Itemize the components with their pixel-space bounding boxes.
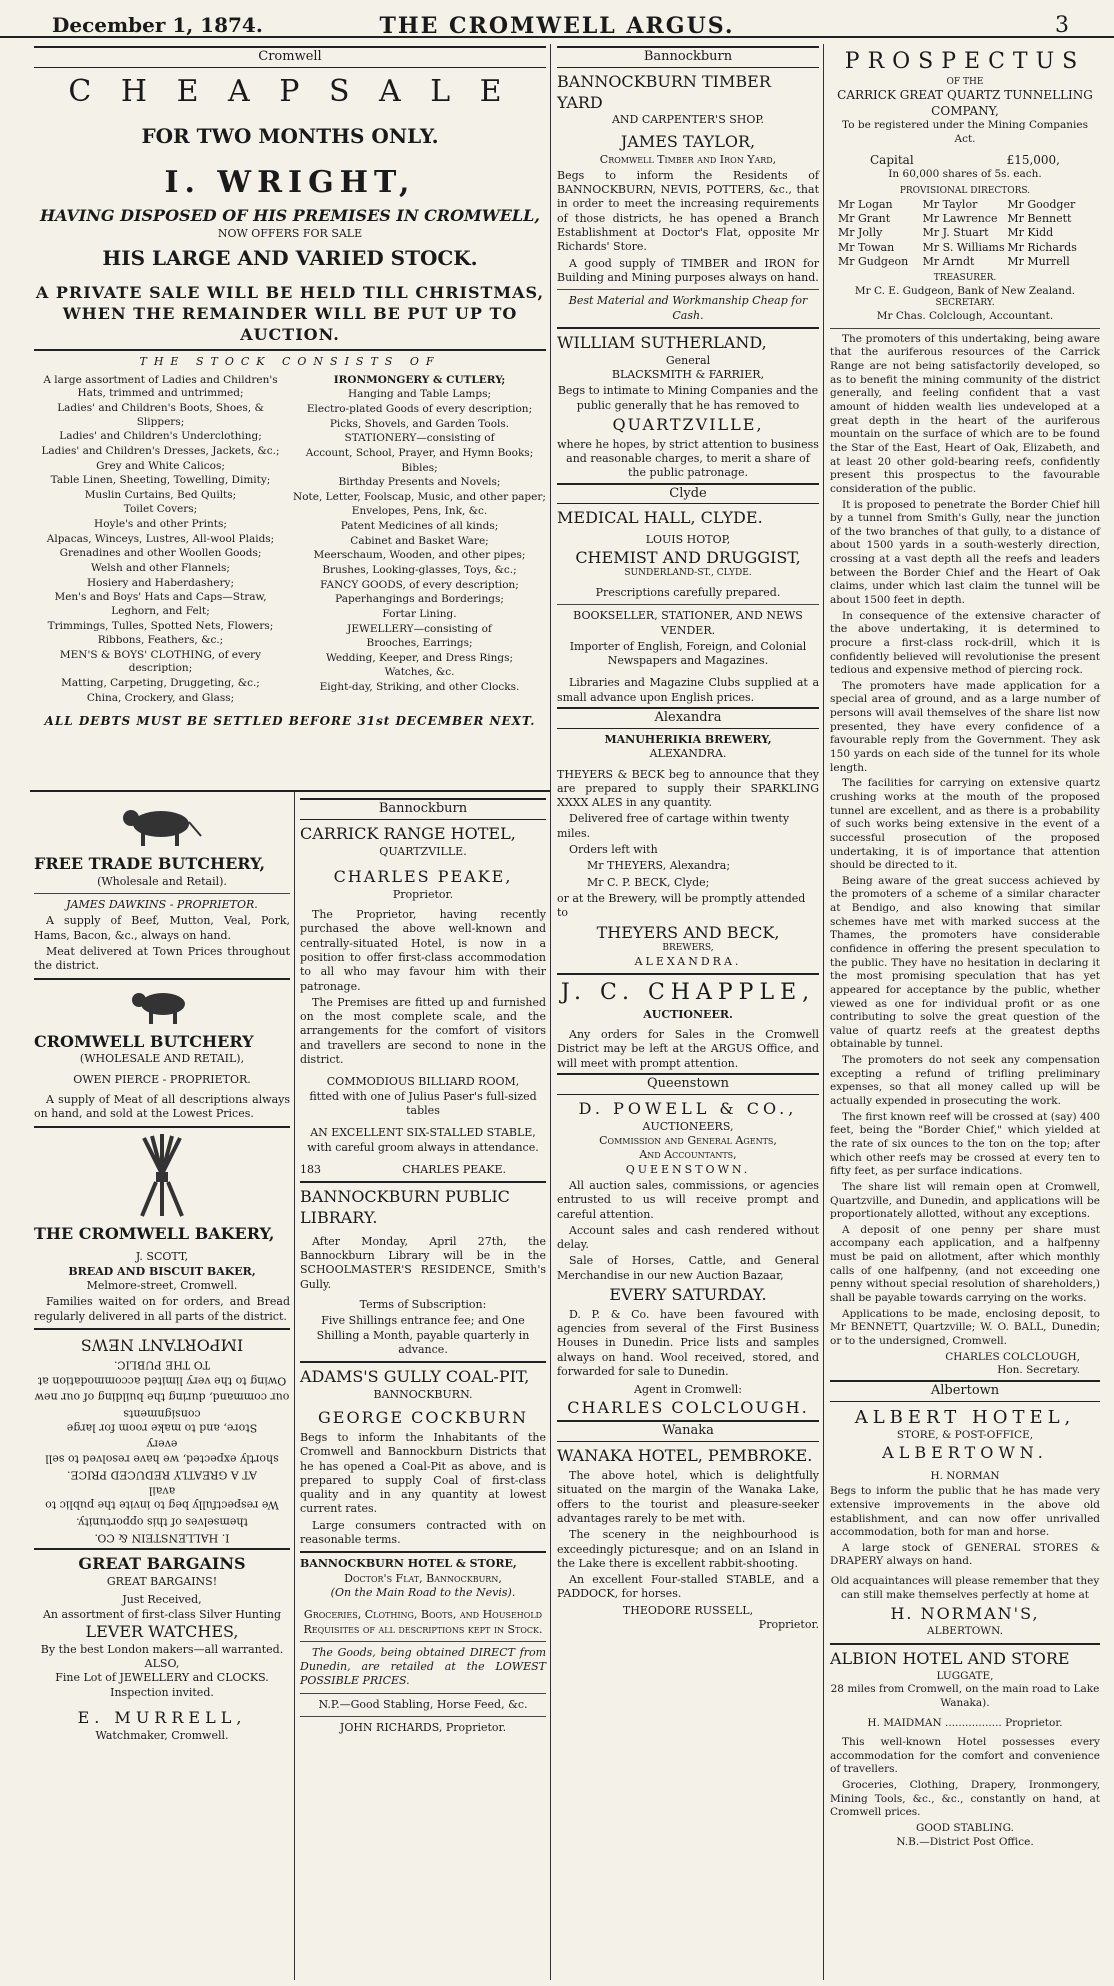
stock-item: Table Linen, Sheeting, Towelling, Dimity; bbox=[50, 474, 271, 487]
masthead bbox=[0, 0, 1114, 38]
stock-heading: THE STOCK CONSISTS OF bbox=[139, 355, 441, 369]
theyers-text: THEYERS & BECK beg to announce that they are prepared to supply their SPARKLING XXXX ALES in any quantity. bbox=[557, 767, 819, 810]
having-disposed: HAVING DISPOSED OF HIS PREMISES IN CROMWELL, bbox=[40, 205, 540, 225]
alexandra-label-2: ALEXANDRA. bbox=[634, 955, 742, 968]
carrick-hotel: CARRICK RANGE HOTEL, bbox=[300, 823, 516, 843]
divider bbox=[300, 1361, 546, 1363]
proprietor-label: Proprietor. bbox=[392, 887, 454, 901]
divider bbox=[557, 289, 819, 290]
director: Mr Arndt bbox=[922, 254, 975, 268]
richards-proprietor: JOHN RICHARDS, Proprietor. bbox=[339, 1721, 507, 1735]
cheap-sale-heading: C H E A P S A L E bbox=[68, 73, 512, 109]
director: Mr Murrell bbox=[1007, 254, 1070, 268]
divider bbox=[300, 1693, 546, 1694]
stock-item: IRONMONGERY & CUTLERY; bbox=[333, 373, 506, 386]
signature: CHARLES COLCLOUGH, bbox=[945, 1350, 1080, 1363]
ad-number: 183 bbox=[300, 1162, 321, 1176]
director: Mr Goodger bbox=[1007, 197, 1076, 211]
albion-text-1: This well-known Hotel possesses every accommodation for the comfort and convenience of travellers. bbox=[830, 1736, 1100, 1776]
importer-text: Importer of English, Foreign, and Colonial Newspapers and Magazines. bbox=[569, 639, 807, 668]
free-trade-butchery: FREE TRADE BUTCHERY, bbox=[34, 854, 266, 873]
accountants-label: And Accountants, bbox=[639, 1148, 737, 1162]
divider bbox=[34, 1548, 290, 1550]
normans-label: H. NORMAN'S, bbox=[890, 1604, 1040, 1624]
registered-text: To be registered under the Mining Companies Act. bbox=[842, 119, 1088, 146]
bull-icon bbox=[34, 802, 290, 848]
stock-item: Note, Letter, Foolscap, Music, and other paper; bbox=[293, 490, 546, 503]
stock-item: Welsh and other Flannels; bbox=[91, 562, 230, 574]
stock-list-left bbox=[34, 373, 287, 707]
hotop-name: LOUIS HOTOP, bbox=[645, 533, 731, 547]
treasurer-heading: TREASURER. bbox=[933, 273, 997, 284]
director: Mr S. Williams bbox=[922, 240, 1005, 254]
column-rule bbox=[823, 44, 824, 1980]
section-heading: Alexandra bbox=[557, 707, 819, 729]
also-text: ALSO, bbox=[144, 1656, 180, 1670]
order-location: Mr THEYERS, Alexandra; bbox=[587, 859, 731, 873]
quartzville-label: QUARTZVILLE, bbox=[612, 414, 764, 434]
divider bbox=[34, 893, 290, 894]
lever-watches: LEVER WATCHES, bbox=[85, 1621, 239, 1641]
alexandra-label: ALEXANDRA. bbox=[649, 747, 727, 761]
stock-item: Fortar Lining. bbox=[382, 607, 457, 620]
secretary-heading: SECRETARY. bbox=[935, 298, 995, 309]
stock-item: Hosiery and Haberdashery; bbox=[86, 576, 234, 589]
inverted-line: shortly expected, we have resolved to sell every bbox=[45, 1437, 279, 1465]
sutherland-text-2: where he hopes, by strict attention to business and reasonable charges, to merit a share of the public patronage. bbox=[557, 437, 819, 480]
page-number: 3 bbox=[1055, 13, 1069, 38]
agent-label: Agent in Cromwell: bbox=[634, 1383, 742, 1397]
section-heading: Clyde bbox=[557, 483, 819, 505]
stock-list-right bbox=[293, 373, 546, 707]
prospectus-heading: PROSPECTUS bbox=[844, 49, 1086, 74]
director: Mr Logan bbox=[838, 197, 893, 211]
debts-notice: ALL DEBTS MUST BE SETTLED BEFORE 31st DECEMBER NEXT. bbox=[44, 714, 536, 729]
director: Mr Bennett bbox=[1007, 211, 1072, 225]
auctioneer-label: AUCTIONEER. bbox=[643, 1007, 733, 1021]
divider bbox=[34, 349, 546, 351]
goods-text: The Goods, being obtained DIRECT from Dunedin, are retailed at the LOWEST POSSIBLE PRICES. bbox=[300, 1645, 546, 1688]
stock-item: Toilet Covers; bbox=[123, 503, 198, 516]
consumers-text: Large consumers contracted with on reasonable terms. bbox=[300, 1518, 546, 1547]
divider bbox=[557, 604, 819, 605]
column-cromwell-sale bbox=[30, 44, 550, 792]
stock-list bbox=[34, 373, 546, 707]
wanaka-hotel: WANAKA HOTEL, PEMBROKE. bbox=[557, 1446, 813, 1466]
sutherland-name: WILLIAM SUTHERLAND, bbox=[557, 332, 767, 352]
stock-item: Wedding, Keeper, and Dress Rings; bbox=[325, 651, 514, 664]
powell-text-2: Account sales and cash rendered without delay. bbox=[557, 1223, 819, 1252]
pierce-proprietor: OWEN PIERCE - PROPRIETOR. bbox=[73, 1072, 251, 1086]
divider bbox=[300, 1181, 546, 1183]
orders-label: Orders left with bbox=[569, 843, 658, 857]
stock-item: Ribbons, Feathers, &c.; bbox=[97, 634, 224, 647]
prospectus-para: The promoters do not seek any compensation excepting a refund of trifling preliminary expenses, so that all money called up will be actually expended in prosecuting the work. bbox=[830, 1054, 1100, 1108]
stock-item: Account, School, Prayer, and Hymn Books; bbox=[305, 446, 534, 459]
best-material: Best Material and Workmanship Cheap for Cash. bbox=[568, 294, 808, 322]
cockburn-name: GEORGE COCKBURN bbox=[317, 1408, 528, 1428]
large-stock: HIS LARGE AND VARIED STOCK. bbox=[102, 245, 478, 270]
delivery-text: Delivered free of cartage within twenty miles. bbox=[557, 812, 790, 840]
prospectus-para: In consequence of the extensive character of the above undertaking, it is determined to procure a first-class rock-drill, which it is confidently believed will revolutionise the present tedious and expensive method of piercing rock. bbox=[830, 609, 1100, 677]
prospectus-para: The promoters of this undertaking, being aware that the auriferous resources of the Carrick Range are not being satisfactorily developed, so as to benefit the mining community of the district generally, and feeling confident that a vast amount of hidden wealth lies undeveloped at a great depth in the heart of the auriferous mountain on the surface of which are to be found the Star of the East, Heart of Oak, Elizabeth, and at least 20 other gold-bearing reefs, confidently present this prospectus to the favourable consideration of the public. bbox=[830, 332, 1100, 495]
issue-date: December 1, 1874. bbox=[52, 13, 263, 37]
albert-hotel: ALBERT HOTEL, bbox=[854, 1406, 1076, 1428]
director: Mr Jolly bbox=[838, 226, 883, 240]
albert-text-2: A large stock of GENERAL STORES & DRAPERY always on hand. bbox=[830, 1541, 1100, 1568]
taylor-name: JAMES TAYLOR, bbox=[620, 131, 756, 151]
watchmaker-text: Watchmaker, Cromwell. bbox=[95, 1728, 229, 1742]
stabling-text: N.P.—Good Stabling, Horse Feed, &c. bbox=[318, 1697, 528, 1711]
dawkins-proprietor: JAMES DAWKINS - PROPRIETOR. bbox=[66, 898, 258, 912]
chapple-text: Any orders for Sales in the Cromwell District may be left at the ARGUS Office, and will meet with prompt attention. bbox=[557, 1028, 819, 1070]
stock-item: Alpacas, Winceys, Lustres, All-wool Plaids; bbox=[46, 532, 275, 545]
library-fees: Five Shillings entrance fee; and One Shilling a Month, payable quarterly in advance. bbox=[316, 1314, 530, 1356]
chemist-label: CHEMIST AND DRUGGIST, bbox=[575, 547, 801, 567]
post-office-note: N.B.—District Post Office. bbox=[896, 1835, 1034, 1848]
scott-name: J. SCOTT, bbox=[135, 1250, 189, 1264]
director: Mr Richards bbox=[1007, 240, 1077, 254]
prospectus-para: The promoters have made application for a special area of ground, and as a large number of persons will avail themselves of the share list now presented, they have every confidence of a favourable reply from the Government. They ask 150 yards on each side of the tunnel for its whole length. bbox=[830, 679, 1100, 774]
prospectus-para: A deposit of one penny per share must accompany each application, and a halfpenny must be paid on allotment, after which monthly calls of one halfpenny, (and not exceeding one penny without special resolution of shareholders,) shall be payable towards carrying on the works. bbox=[830, 1223, 1100, 1305]
section-heading: Cromwell bbox=[34, 46, 546, 68]
director: Mr Taylor bbox=[922, 197, 978, 211]
section-heading: Wanaka bbox=[557, 1420, 819, 1442]
capital-value: £15,000, bbox=[1006, 152, 1060, 167]
of-the: OF THE bbox=[946, 76, 984, 87]
stock-item: JEWELLERY—consisting of bbox=[347, 622, 492, 635]
tables-text: fitted with one of Julius Paser's full-sized tables bbox=[309, 1089, 537, 1117]
inspection-invited: Inspection invited. bbox=[110, 1685, 214, 1699]
albertown-label: ALBERTOWN. bbox=[882, 1442, 1048, 1462]
timber-text: Begs to inform the Residents of BANNOCKBURN, NEVIS, POTTERS, &c., that in order to meet the increasing requirements of those districts, he has opened a Branch Establishment at Doctor's Flat, opposite Mr Richards' Store. bbox=[557, 168, 819, 254]
quartzville: QUARTZVILLE. bbox=[379, 844, 467, 858]
signoff bbox=[300, 1163, 546, 1177]
meat-delivered-text: Meat delivered at Town Prices throughout the district. bbox=[34, 944, 290, 973]
column-bannockburn-clyde bbox=[553, 44, 823, 1980]
doctors-flat: Doctor's Flat, Bannockburn, bbox=[344, 1571, 502, 1585]
section-heading: Albertown bbox=[830, 1380, 1100, 1402]
section-heading: Bannockburn bbox=[557, 46, 819, 68]
stock-item: Hanging and Table Lamps; bbox=[347, 388, 492, 401]
powell-text-1: All auction sales, commissions, or agencies entrusted to us will receive prompt and careful attention. bbox=[557, 1178, 819, 1221]
private-sale: A PRIVATE SALE WILL BE HELD TILL CHRISTMAS, WHEN THE REMAINDER WILL BE PUT UP TO AUCTION. bbox=[35, 282, 545, 344]
divider bbox=[30, 790, 550, 792]
hon-secretary: Hon. Secretary. bbox=[997, 1364, 1080, 1377]
great-bargains-heading: GREAT BARGAINS bbox=[78, 1554, 246, 1574]
stock-item: Cabinet and Basket Ware; bbox=[350, 534, 489, 547]
stock-item: Hoyle's and other Prints; bbox=[94, 518, 227, 531]
melmore-street: Melmore-street, Cromwell. bbox=[86, 1278, 238, 1292]
baker-title: BREAD AND BISCUIT BAKER, bbox=[68, 1264, 256, 1278]
chapple-name: J. C. CHAPPLE, bbox=[560, 980, 816, 1006]
store-post-office: STORE, & POST-OFFICE, bbox=[896, 1429, 1034, 1442]
stock-item: Birthday Presents and Novels; bbox=[338, 476, 501, 489]
prospectus-para: It is proposed to penetrate the Border Chief hill by a tunnel from Smith's Gully, near the junction of the two branches of that gully, to a distance of about 1500 yards in a south-westerly direction, crossing at a vast depth all the reefs and leaders between the Border Chief and the Heart of Oak claims, under which last claim the tunnel will be about 1500 feet in depth. bbox=[830, 498, 1100, 606]
company-name: CARRICK GREAT QUARTZ TUNNELLING COMPANY, bbox=[837, 88, 1093, 118]
stock-item: Matting, Carpeting, Druggeting, &c.; bbox=[61, 677, 260, 690]
wholesale-retail-2: (WHOLESALE AND RETAIL), bbox=[79, 1052, 245, 1066]
makers-text: By the best London makers—all warranted. bbox=[40, 1642, 284, 1656]
cromwell-butchery: CROMWELL BUTCHERY bbox=[34, 1031, 254, 1051]
groceries-text: Groceries, Clothing, Boots, and Household Requisites of all descriptions kept in Stock. bbox=[303, 1608, 543, 1636]
powell-text-3: Sale of Horses, Cattle, and General Merchandise in our new Auction Bazaar, bbox=[557, 1254, 819, 1282]
ox-icon bbox=[34, 986, 290, 1026]
capital-row bbox=[830, 153, 1100, 169]
great-bargains-sub: GREAT BARGAINS! bbox=[106, 1575, 218, 1588]
inverted-line: our command, during the building of our new bbox=[34, 1390, 290, 1404]
newspaper-title: THE CROMWELL ARGUS. bbox=[379, 13, 735, 39]
stock-item: Ladies' and Children's Underclothing; bbox=[59, 430, 262, 443]
stock-item: Eight-day, Striking, and other Clocks. bbox=[319, 681, 520, 694]
bannockburn-hotel: BANNOCKBURN HOTEL & STORE, bbox=[300, 1557, 517, 1571]
russell-name: THEODORE RUSSELL, bbox=[622, 1603, 754, 1617]
director: Mr Lawrence bbox=[922, 211, 998, 225]
prospectus-para: The facilities for carrying on extensive quartz crushing works at the mouth of the proposed tunnel are excellent, and as there is a probability of such works being extensive in the event of a successful prosecution of the proposed undertaking, it is of importance that attention should be directed to it. bbox=[830, 777, 1100, 872]
brewers-label: BREWERS, bbox=[662, 943, 714, 954]
divider bbox=[557, 327, 819, 329]
commission-label: Commission and General Agents, bbox=[599, 1134, 777, 1148]
colclough-name: CHARLES COLCLOUGH. bbox=[567, 1397, 809, 1417]
good-stabling: GOOD STABLING. bbox=[916, 1821, 1014, 1834]
billiard-room: COMMODIOUS BILLIARD ROOM, bbox=[326, 1075, 520, 1089]
prospectus-para: Applications to be made, enclosing deposit, to Mr BENNETT, Quartzville; W. O. BALL, Dunedin; or to the undersigned, Cromwell. bbox=[830, 1307, 1100, 1347]
column-rule bbox=[294, 792, 295, 1980]
albert-text-3: Old acquaintances will please remember that they can still make themselves perfectly at home at bbox=[830, 1575, 1100, 1601]
inverted-line: TO THE PUBLIC. bbox=[113, 1357, 211, 1371]
wright-name: I. WRIGHT, bbox=[164, 164, 416, 200]
divider bbox=[830, 1643, 1100, 1645]
meat-supply-text: A supply of Beef, Mutton, Veal, Pork, Hams, Bacon, &c., always on hand. bbox=[34, 914, 290, 942]
stock-item: Picks, Shovels, and Garden Tools. bbox=[329, 417, 510, 430]
general-label: General bbox=[665, 353, 711, 367]
stock-item: Muslin Curtains, Bed Quilts; bbox=[84, 488, 237, 501]
order-location: Mr C. P. BECK, Clyde; bbox=[587, 875, 710, 889]
stock-item: Brushes, Looking-glasses, Toys, &c.; bbox=[322, 564, 517, 576]
norman-name: H. NORMAN bbox=[930, 1469, 1000, 1482]
main-road: (On the Main Road to the Nevis). bbox=[330, 1585, 516, 1599]
every-saturday: EVERY SATURDAY. bbox=[609, 1285, 767, 1305]
cromwell-bakery: THE CROMWELL BAKERY, bbox=[34, 1223, 275, 1243]
peake-name: CHARLES PEAKE, bbox=[333, 866, 513, 886]
bannockburn-label: BANNOCKBURN. bbox=[373, 1387, 473, 1401]
brewery-name: MANUHERIKIA BREWERY, bbox=[604, 732, 772, 746]
maidman-proprietor: H. MAIDMAN ................. Proprietor. bbox=[867, 1716, 1063, 1729]
cromwell-timber: Cromwell Timber and Iron Yard, bbox=[599, 152, 777, 166]
stock-item: Patent Medicines of all kinds; bbox=[340, 520, 499, 533]
inverted-line: I. HALLENSTEIN & CO. bbox=[94, 1531, 230, 1545]
queenstown-label: QUEENSTOWN. bbox=[625, 1162, 751, 1176]
hotel-para-2: The Premises are fitted up and furnished on the most complete scale, and the arrangements for the comfort of visitors and travellers are second to none in the district. bbox=[300, 995, 546, 1067]
prospectus-para: The first known reef will be crossed at (say) 400 feet, being the "Border Chief," which yielded at the rate of six ounces to the ton on the top; after which other reefs may be crossed at every ten to fifty feet, as per surface indications. bbox=[830, 1110, 1100, 1178]
section-heading: Queenstown bbox=[557, 1073, 819, 1095]
terms-label: Terms of Subscription: bbox=[359, 1297, 487, 1311]
wanaka-text-3: An excellent Four-stalled STABLE, and a PADDOCK, for horses. bbox=[557, 1573, 819, 1601]
inverted-line: AT A GREATLY REDUCED PRICE. bbox=[67, 1468, 257, 1482]
divider bbox=[34, 1328, 290, 1330]
stock-item: Grenadines and other Woollen Goods; bbox=[59, 547, 262, 560]
library-heading: BANNOCKBURN PUBLIC LIBRARY. bbox=[300, 1187, 510, 1227]
powell-text-4: D. P. & Co. have been favoured with agencies from several of the First Business Houses in Dunedin. Price lists and samples always on hand. Wool received, stored, and forwarded for sale to Dunedin. bbox=[557, 1307, 819, 1379]
albert-text-1: Begs to inform the public that he has made very extensive improvements in the above old establishment, and can now offer unrivalled accommodation, both for man and horse. bbox=[830, 1485, 1100, 1539]
stock-item: Grey and White Calicos; bbox=[96, 459, 225, 472]
now-offers: NOW OFFERS FOR SALE bbox=[217, 226, 363, 240]
prescriptions-text: Prescriptions carefully prepared. bbox=[595, 585, 781, 599]
stock-item: Brooches, Earrings; bbox=[366, 637, 473, 650]
director: Mr Gudgeon bbox=[838, 254, 909, 268]
prospectus-para: Being aware of the great success achieved by the promoters of a scheme of a similar character at Bendigo, and also knowing that similar schemes have met with marked success at the Thames, the promoters have considerable confidence in offering the present speculation to the public. They have no hesitation in declaring it the most promising speculation that has yet appeared for acceptance by the public, whether viewed as one for individual profit or as one contributing to solve the great question of the value of quartz reefs at the greatest depths obtainable by tunnel. bbox=[830, 874, 1100, 1051]
auctioneers-label: AUCTIONEERS, bbox=[642, 1119, 734, 1133]
column-rule bbox=[550, 44, 551, 1980]
coal-text: Begs to inform the Inhabitants of the Cromwell and Bannockburn Districts that he has opened a Coal-Pit as above, and is prepared to supply Coal of first-class quality and in any quantity at lowest current rates. bbox=[300, 1430, 546, 1516]
albion-hotel: ALBION HOTEL AND STORE bbox=[830, 1648, 1070, 1668]
stock-item: Meerschaum, Wooden, and other pipes; bbox=[313, 549, 526, 562]
stock-item: Trimmings, Tulles, Spotted Nets, Flowers; bbox=[47, 619, 274, 632]
divider bbox=[300, 1716, 546, 1717]
column-bannockburn-hotels bbox=[296, 796, 550, 1980]
murrell-name: E. MURRELL, bbox=[77, 1707, 247, 1727]
stock-item: MEN'S & BOYS' CLOTHING, of every description; bbox=[59, 648, 262, 675]
director: Mr Kidd bbox=[1007, 226, 1054, 240]
proprietor-label: Proprietor. bbox=[758, 1618, 819, 1632]
secretary-name: Mr Chas. Colclough, Accountant. bbox=[876, 310, 1054, 323]
stock-item: Ladies' and Children's Boots, Shoes, & Slippers; bbox=[57, 401, 264, 428]
timber-supply: A good supply of TIMBER and IRON for Building and Mining purposes always on hand. bbox=[557, 256, 819, 284]
prospectus-para: The share list will remain open at Cromwell, Quartzville, and Dunedin, and applications will be proportionately allotted, without any exceptions. bbox=[830, 1180, 1100, 1221]
timber-yard: BANNOCKBURN TIMBER YARD bbox=[557, 71, 771, 112]
blacksmith-label: BLACKSMITH & FARRIER, bbox=[611, 367, 765, 381]
divider bbox=[830, 328, 1100, 329]
medical-hall: MEDICAL HALL, CLYDE. bbox=[557, 508, 763, 528]
groom-text: with careful groom always in attendance. bbox=[307, 1140, 539, 1154]
libraries-text: Libraries and Magazine Clubs supplied at a small advance upon English prices. bbox=[557, 676, 819, 704]
families-text: Families waited on for orders, and Bread regularly delivered in all parts of the district. bbox=[34, 1295, 290, 1323]
luggate-label: LUGGATE, bbox=[936, 1669, 994, 1682]
directors-list bbox=[830, 198, 1100, 269]
inverted-line: We respectfully beg to invite the public to avail bbox=[45, 1484, 279, 1512]
inverted-heading: IMPORTANT NEWS bbox=[80, 1335, 244, 1355]
inverted-advertisement bbox=[34, 1334, 290, 1544]
divider bbox=[34, 1126, 290, 1128]
carpenter-shop: AND CARPENTER'S SHOP. bbox=[611, 113, 765, 127]
two-months-heading: FOR TWO MONTHS ONLY. bbox=[141, 123, 439, 148]
wheat-sheaf-icon bbox=[34, 1134, 290, 1218]
miles-text: 28 miles from Cromwell, on the main road to Lake Wanaka). bbox=[830, 1683, 1100, 1709]
column-prospectus-albertown bbox=[826, 44, 1104, 1980]
inverted-line: Store, and to make room for large consignments bbox=[66, 1406, 258, 1435]
inverted-line: themselves of this opportunity. bbox=[76, 1514, 248, 1528]
meat-supply-text-2: A supply of Meat of all descriptions always on hand, and sold at the Lowest Prices. bbox=[34, 1092, 290, 1121]
albertown-label-2: ALBERTOWN. bbox=[927, 1625, 1003, 1638]
director: Mr J. Stuart bbox=[922, 226, 989, 240]
just-received: Just Received, bbox=[122, 1593, 202, 1607]
stock-item: STATIONERY—consisting of bbox=[344, 432, 495, 445]
stock-item: China, Crockery, and Glass; bbox=[86, 691, 235, 704]
stock-item: A large assortment of Ladies and Children's Hats, trimmed and untrimmed; bbox=[43, 373, 278, 400]
director: Mr Towan bbox=[838, 240, 895, 254]
sunderland-street: SUNDERLAND-ST., CLYDE. bbox=[624, 568, 752, 579]
stock-item: Watches, &c. bbox=[384, 666, 455, 679]
treasurer-name: Mr C. E. Gudgeon, Bank of New Zealand. bbox=[854, 284, 1076, 297]
assortment-text: An assortment of first-class Silver Hunting bbox=[42, 1607, 282, 1621]
stock-item: Envelopes, Pens, Ink, &c. bbox=[351, 505, 488, 518]
stable-text: AN EXCELLENT SIX-STALLED STABLE, bbox=[310, 1126, 536, 1140]
sutherland-text: Begs to intimate to Mining Companies and the public generally that he has removed to bbox=[557, 384, 819, 412]
shares-text: In 60,000 shares of 5s. each. bbox=[888, 168, 1042, 181]
divider bbox=[557, 973, 819, 975]
inverted-line: Owing to the very limited accommodation at bbox=[37, 1374, 287, 1388]
stock-item: Paperhangings and Borderings; bbox=[335, 593, 504, 606]
divider bbox=[300, 1551, 546, 1553]
theyers-beck: THEYERS AND BECK, bbox=[596, 922, 780, 942]
wanaka-text-2: The scenery in the neighbourhood is exceedingly picturesque; and on an Island in the Lake there is excellent rabbit-shooting. bbox=[557, 1528, 819, 1570]
library-text: After Monday, April 27th, the Bannockburn Library will be in the SCHOOLMASTER'S RESIDENCE, Smith's Gully. bbox=[300, 1234, 546, 1291]
stock-item: FANCY GOODS, of every description; bbox=[320, 578, 519, 591]
bookseller-label: BOOKSELLER, STATIONER, AND NEWS VENDER. bbox=[573, 609, 803, 637]
wholesale-retail: (Wholesale and Retail). bbox=[97, 874, 227, 888]
stock-item: Bibles; bbox=[401, 461, 438, 474]
section-heading: Bannockburn bbox=[300, 798, 546, 820]
stock-item: Men's and Boys' Hats and Caps—Straw, Leghorn, and Felt; bbox=[54, 591, 267, 617]
peake-signoff: CHARLES PEAKE. bbox=[402, 1162, 506, 1176]
fine-lot: Fine Lot of JEWELLERY and CLOCKS. bbox=[55, 1671, 269, 1685]
powell-name: D. POWELL & CO., bbox=[578, 1098, 798, 1118]
stock-item: Ladies' and Children's Dresses, Jackets, &c.; bbox=[41, 444, 280, 457]
divider bbox=[34, 978, 290, 980]
stock-item: Electro-plated Goods of every description; bbox=[306, 402, 533, 415]
order-location: or at the Brewery, will be promptly attended to bbox=[557, 891, 806, 920]
directors-heading: PROVISIONAL DIRECTORS. bbox=[899, 185, 1031, 196]
adams-coal-pit: ADAMS'S GULLY COAL-PIT, bbox=[300, 1367, 530, 1387]
hotel-para-1: The Proprietor, having recently purchased the above well-known and centrally-situated Hotel, is now in a position to offer first-class accommodation to all who may favour him with their patronage. bbox=[300, 908, 546, 993]
albion-text-2: Groceries, Clothing, Drapery, Ironmongery, Mining Tools, &c., &c., constantly on hand, at Cromwell prices. bbox=[830, 1779, 1100, 1819]
capital-label: Capital bbox=[870, 152, 914, 167]
wanaka-text-1: The above hotel, which is delightfully situated on the margin of the Wanaka Lake, offers to the tourist and pleasure-seeker advantages rarely to be met with. bbox=[557, 1469, 819, 1525]
column-butchery bbox=[30, 796, 294, 1980]
director: Mr Grant bbox=[838, 211, 891, 225]
divider bbox=[300, 1641, 546, 1642]
